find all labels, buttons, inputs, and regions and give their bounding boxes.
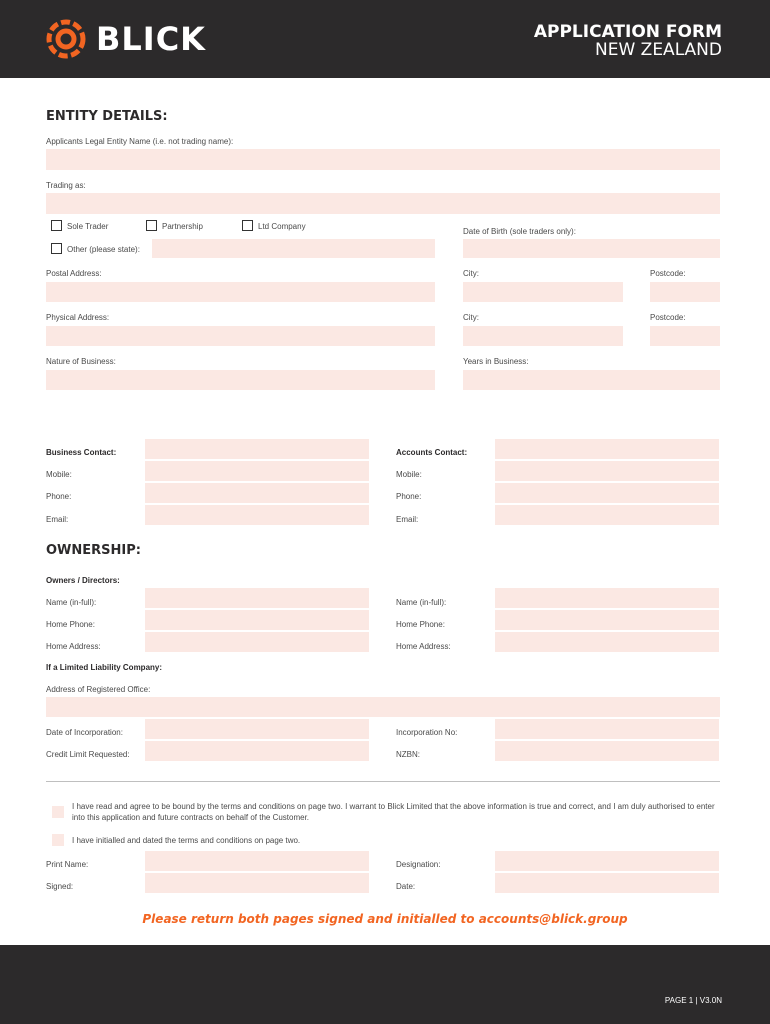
date-incorporation-label: Date of Incorporation:	[46, 728, 123, 737]
business-contact-field[interactable]	[145, 439, 369, 459]
nzbn-field[interactable]	[495, 741, 719, 761]
trading-as-field[interactable]	[46, 193, 720, 214]
business-mobile-field[interactable]	[145, 461, 369, 481]
owner2-home-address-field[interactable]	[495, 632, 719, 652]
designation-label: Designation:	[396, 860, 441, 869]
accounts-contact-field[interactable]	[495, 439, 719, 459]
accounts-mobile-label: Mobile:	[396, 470, 422, 479]
physical-postcode-label: Postcode:	[650, 313, 686, 322]
physical-city-label: City:	[463, 313, 479, 322]
postal-postcode-field[interactable]	[650, 282, 720, 302]
postal-city-label: City:	[463, 269, 479, 278]
years-in-business-label: Years in Business:	[463, 357, 529, 366]
years-in-business-field[interactable]	[463, 370, 720, 390]
brand-name: BLICK	[96, 20, 206, 58]
print-name-field[interactable]	[145, 851, 369, 871]
business-email-field[interactable]	[145, 505, 369, 525]
blick-logo-icon	[46, 19, 86, 59]
nature-of-business-field[interactable]	[46, 370, 435, 390]
owner1-home-address-field[interactable]	[145, 632, 369, 652]
initialled-checkbox[interactable]	[52, 834, 64, 846]
registered-office-field[interactable]	[46, 697, 720, 717]
owner2-home-address-label: Home Address:	[396, 642, 451, 651]
ltd-company-label: Ltd Company	[258, 222, 306, 231]
business-contact-label: Business Contact:	[46, 448, 117, 457]
registered-office-label: Address of Registered Office:	[46, 685, 151, 694]
incorporation-no-label: Incorporation No:	[396, 728, 458, 737]
date-field[interactable]	[495, 873, 719, 893]
physical-address-field[interactable]	[46, 326, 435, 346]
owner2-home-phone-field[interactable]	[495, 610, 719, 630]
agree-text: I have read and agree to be bound by the terms and conditions on page two. I warrant to Blick Limited that the above information is true and correct, and I am duly authorised to enter into this application and future contracts on behalf of the Customer.	[72, 802, 715, 822]
ltd-company-checkbox[interactable]	[242, 220, 253, 231]
business-mobile-label: Mobile:	[46, 470, 72, 479]
other-field[interactable]	[152, 239, 435, 258]
incorporation-no-field[interactable]	[495, 719, 719, 739]
signature-field[interactable]	[145, 873, 369, 893]
sole-trader-label: Sole Trader	[67, 222, 109, 231]
owner2-name-label: Name (in-full):	[396, 598, 447, 607]
other-checkbox[interactable]	[51, 243, 62, 254]
form-title: APPLICATION FORM	[533, 22, 722, 42]
date-label: Date:	[396, 882, 416, 891]
physical-city-field[interactable]	[463, 326, 623, 346]
agree-checkbox[interactable]	[52, 806, 64, 818]
return-instructions: Please return both pages signed and initialled to accounts@blick.group	[142, 912, 628, 926]
owner2-home-phone-label: Home Phone:	[396, 620, 445, 629]
accounts-email-label: Email:	[396, 515, 419, 524]
dob-field[interactable]	[463, 239, 720, 258]
initialled-text: I have initialled and dated the terms and conditions on page two.	[72, 836, 301, 845]
partnership-checkbox[interactable]	[146, 220, 157, 231]
business-phone-field[interactable]	[145, 483, 369, 503]
owner1-name-field[interactable]	[145, 588, 369, 608]
page-number: PAGE 1 | V3.0N	[664, 996, 722, 1005]
credit-limit-field[interactable]	[145, 741, 369, 761]
signed-label: Signed:	[46, 882, 74, 891]
physical-postcode-field[interactable]	[650, 326, 720, 346]
accounts-phone-label: Phone:	[396, 492, 422, 501]
accounts-mobile-field[interactable]	[495, 461, 719, 481]
nature-of-business-label: Nature of Business:	[46, 357, 116, 366]
business-phone-label: Phone:	[46, 492, 72, 501]
entity-details-heading: ENTITY DETAILS:	[46, 109, 168, 124]
designation-field[interactable]	[495, 851, 719, 871]
trading-as-label: Trading as:	[46, 181, 86, 190]
ownership-heading: OWNERSHIP:	[46, 543, 141, 558]
accounts-email-field[interactable]	[495, 505, 719, 525]
nzbn-label: NZBN:	[396, 750, 420, 759]
physical-address-label: Physical Address:	[46, 313, 110, 322]
section-divider	[46, 781, 720, 782]
sole-trader-checkbox[interactable]	[51, 220, 62, 231]
legal-name-label: Applicants Legal Entity Name (i.e. not trading name):	[46, 137, 234, 146]
owner1-name-label: Name (in-full):	[46, 598, 97, 607]
business-email-label: Email:	[46, 515, 69, 524]
legal-name-field[interactable]	[46, 149, 720, 170]
accounts-phone-field[interactable]	[495, 483, 719, 503]
postal-address-field[interactable]	[46, 282, 435, 302]
form-subtitle: NEW ZEALAND	[595, 40, 722, 60]
owners-directors-label: Owners / Directors:	[46, 576, 120, 585]
postal-city-field[interactable]	[463, 282, 623, 302]
print-name-label: Print Name:	[46, 860, 89, 869]
partnership-label: Partnership	[162, 222, 203, 231]
owner1-home-phone-label: Home Phone:	[46, 620, 95, 629]
other-label: Other (please state):	[67, 245, 140, 254]
postal-address-label: Postal Address:	[46, 269, 102, 278]
dob-label: Date of Birth (sole traders only):	[463, 227, 576, 236]
credit-limit-label: Credit Limit Requested:	[46, 750, 130, 759]
postal-postcode-label: Postcode:	[650, 269, 686, 278]
owner1-home-address-label: Home Address:	[46, 642, 101, 651]
llc-label: If a Limited Liability Company:	[46, 663, 163, 672]
date-incorporation-field[interactable]	[145, 719, 369, 739]
owner1-home-phone-field[interactable]	[145, 610, 369, 630]
owner2-name-field[interactable]	[495, 588, 719, 608]
footer-bar	[0, 945, 770, 1024]
accounts-contact-label: Accounts Contact:	[396, 448, 468, 457]
